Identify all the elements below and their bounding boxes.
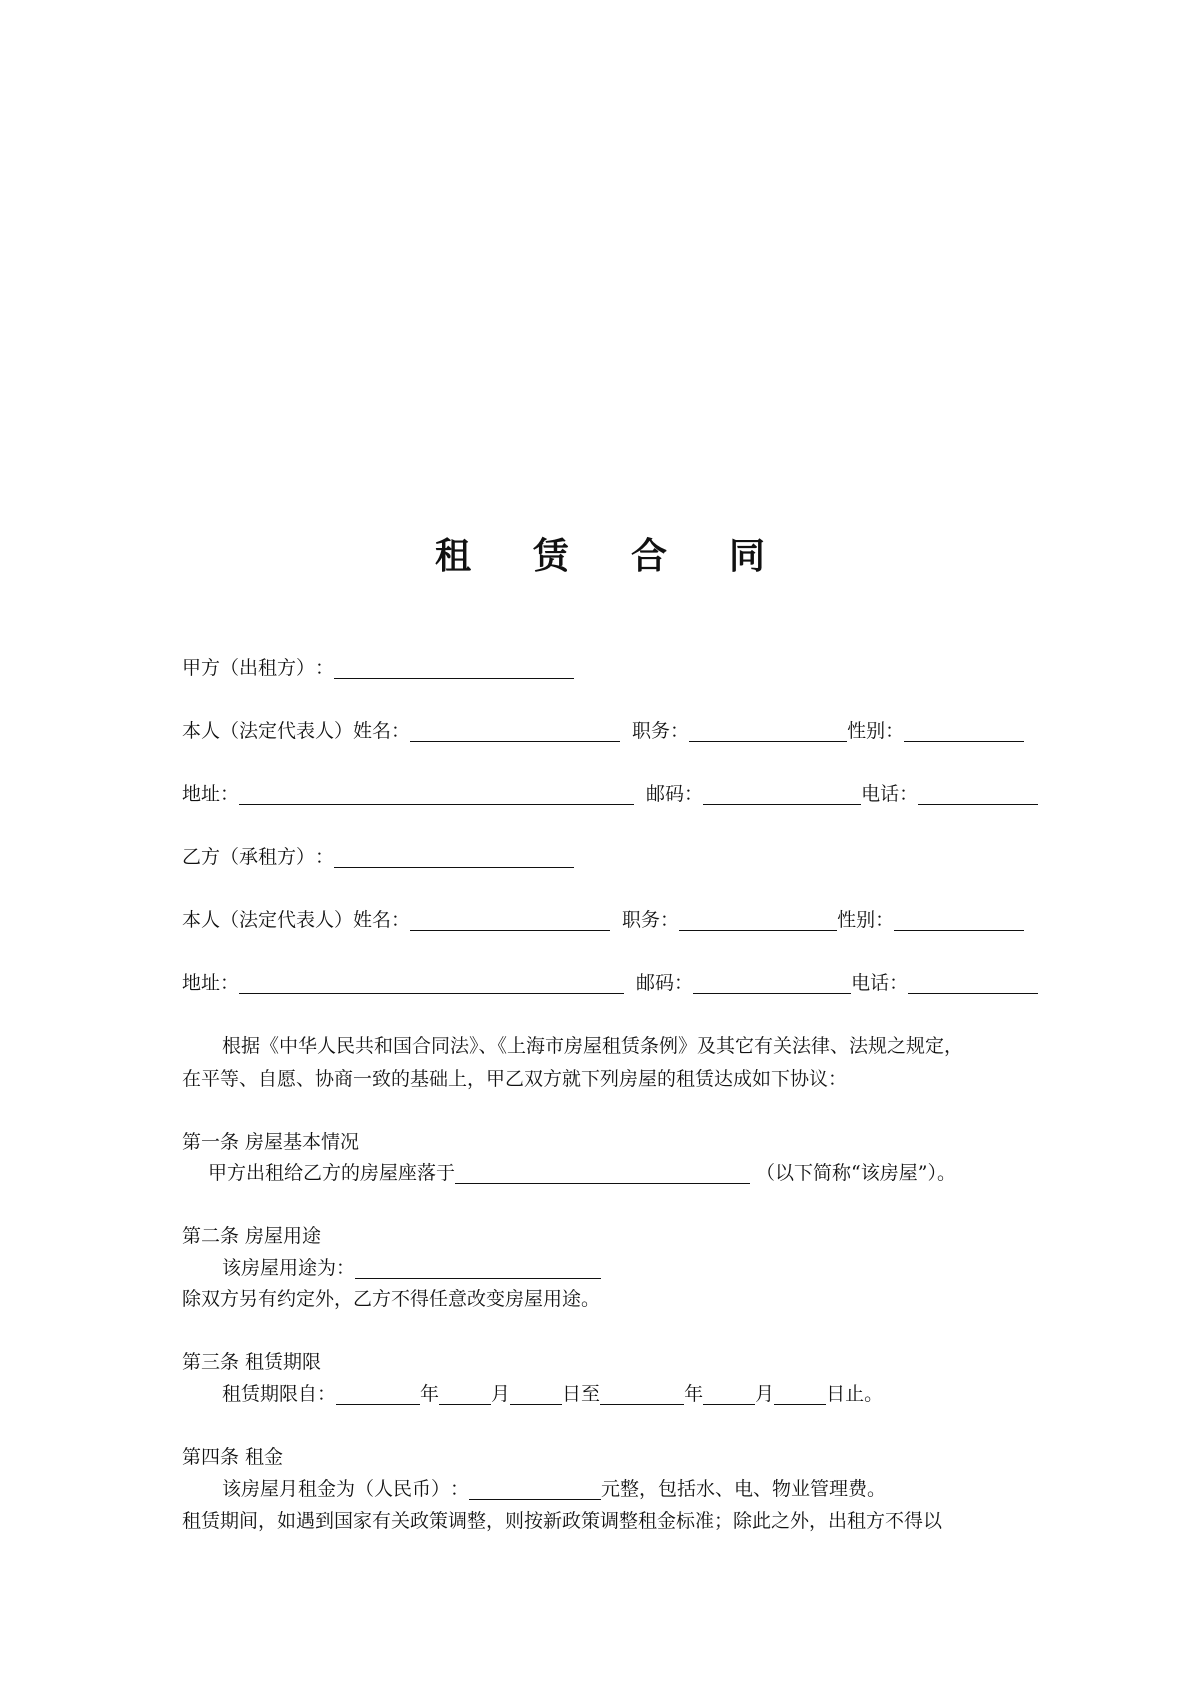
- rep-name-label: 本人（法定代表人）姓名: [182, 720, 392, 742]
- article-2-note: 除双方另有约定外，乙方不得任意改变房屋用途。: [182, 1288, 601, 1310]
- position-label: 职务: [632, 720, 671, 742]
- start-year-field[interactable]: [336, 1384, 420, 1405]
- party-b-label: 乙方（承租方）: [182, 846, 316, 868]
- title-char: 合: [631, 535, 668, 577]
- article-4-body: 该房屋月租金为（人民币） ： 元整，包括水、电、物业管理费。: [222, 1478, 887, 1500]
- start-day-field[interactable]: [510, 1384, 562, 1405]
- party-a-postcode-field[interactable]: [703, 784, 861, 805]
- preamble-line-2: 在平等、自愿、协商一致的基础上，甲乙双方就下列房屋的租赁达成如下协议：: [182, 1068, 848, 1090]
- article-4-heading: 第四条 租金: [182, 1446, 284, 1468]
- start-month-field[interactable]: [439, 1384, 491, 1405]
- end-day-field[interactable]: [774, 1384, 826, 1405]
- party-b-phone-field[interactable]: [908, 973, 1038, 994]
- phone-label: 电话: [851, 972, 890, 994]
- party-a-label: 甲方（出租方）: [182, 657, 316, 679]
- document-title: [0, 528, 1200, 578]
- article-3-heading: 第三条 租赁期限: [182, 1351, 322, 1373]
- postcode-label: 邮码: [646, 783, 685, 805]
- position-label: 职务: [622, 909, 661, 931]
- party-a-address-field[interactable]: [239, 784, 634, 805]
- party-b-rep-line: 本人（法定代表人）姓名 ： 职务 ： 性别 ：: [182, 907, 1024, 933]
- party-b-position-field[interactable]: [679, 910, 837, 931]
- party-a-gender-field[interactable]: [904, 721, 1024, 742]
- article-3-body: 租赁期限自： 年 月 日至 年 月 日止。: [222, 1383, 884, 1405]
- party-b-address-line: 地址 ： 邮码 ： 电话 ：: [182, 970, 1038, 996]
- party-a-position-field[interactable]: [689, 721, 847, 742]
- monthly-rent-field[interactable]: [469, 1479, 601, 1500]
- party-a-line: 甲方（出租方） ：: [182, 655, 574, 681]
- title-char: 同: [729, 535, 766, 577]
- party-a-address-line: 地址 ： 邮码 ： 电话 ：: [182, 781, 1038, 807]
- postcode-label: 邮码: [636, 972, 675, 994]
- party-b-line: 乙方（承租方） ：: [182, 844, 574, 870]
- title-char: 租: [434, 535, 471, 577]
- article-1-heading: 第一条 房屋基本情况: [182, 1131, 360, 1153]
- party-a-rep-line: 本人（法定代表人）姓名 ： 职务 ： 性别 ：: [182, 718, 1024, 744]
- party-b-name-field[interactable]: [334, 847, 574, 868]
- address-label: 地址: [182, 783, 221, 805]
- phone-label: 电话: [861, 783, 900, 805]
- property-use-field[interactable]: [355, 1258, 601, 1279]
- article-4-note: 租赁期间，如遇到国家有关政策调整，则按新政策调整租金标准；除此之外，出租方不得以: [182, 1510, 943, 1532]
- article-2-heading: 第二条 房屋用途: [182, 1225, 322, 1247]
- party-b-postcode-field[interactable]: [693, 973, 851, 994]
- rep-name-label: 本人（法定代表人）姓名: [182, 909, 392, 931]
- party-a-phone-field[interactable]: [918, 784, 1038, 805]
- preamble-line-1: 根据《中华人民共和国合同法》、《上海市房屋租赁条例》及其它有关法律、法规之规定，: [222, 1035, 964, 1057]
- party-b-address-field[interactable]: [239, 973, 624, 994]
- article-1-body: 甲方出租给乙方的房屋座落于 （以下简称“该房屋”）。: [208, 1162, 956, 1184]
- end-year-field[interactable]: [600, 1384, 684, 1405]
- address-label: 地址: [182, 972, 221, 994]
- party-a-rep-name-field[interactable]: [410, 721, 620, 742]
- party-b-rep-name-field[interactable]: [410, 910, 610, 931]
- article-2-body: 该房屋用途为 ：: [222, 1255, 601, 1281]
- party-b-gender-field[interactable]: [894, 910, 1024, 931]
- party-a-name-field[interactable]: [334, 658, 574, 679]
- property-location-field[interactable]: [455, 1163, 750, 1184]
- title-char: 赁: [532, 535, 569, 577]
- gender-label: 性别: [847, 720, 886, 742]
- end-month-field[interactable]: [703, 1384, 755, 1405]
- gender-label: 性别: [837, 909, 876, 931]
